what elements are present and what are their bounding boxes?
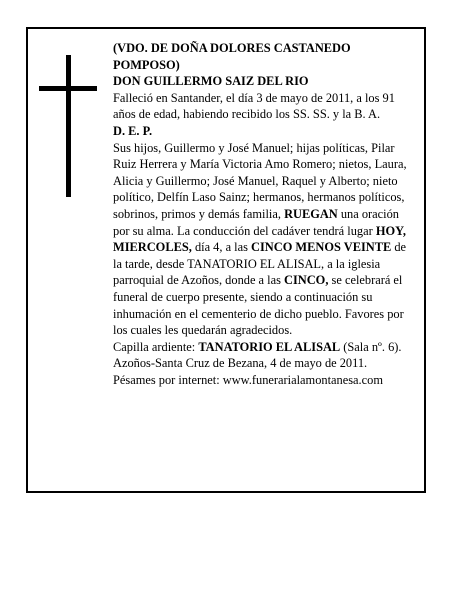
capilla-place: TANATORIO EL ALISAL [198,339,341,354]
obituary-text [113,40,415,388]
capilla-sala: (Sala nº. 6). [340,339,402,354]
deceased-name: DON GUILLERMO SAIZ DEL RIO [113,74,309,89]
prayer-text: una oración por su alma. La conducción del cadáver tendrá lugar [113,206,400,238]
family-paragraph [113,140,415,339]
cross-horizontal-bar [39,86,97,91]
capilla-label: Capilla ardiente: [113,339,199,354]
cinco-text: CINCO, [284,273,329,288]
funeral-text: se celebrará el funeral de cuerpo presente, siendo a continuación su inhumación en el cementerio de dicho pueblo. Favores por los cuales les quedarán agradecidos. [113,273,404,338]
widower-line: (VDO. DE DOÑA DOLORES CASTANEDO POMPOSO) [113,41,351,72]
ruegan-text: RUEGAN [284,206,338,221]
rip-line: D. E. P. [113,123,153,138]
day-text: día 4, a las [191,240,252,255]
cross-vertical-bar [66,55,71,197]
capilla-paragraph [113,339,415,356]
hora-text: CINCO MENOS VEINTE [251,240,392,255]
death-paragraph: Falleció en Santander, el día 3 de mayo de 2011, a los 91 años de edad, habiendo recibido los SS. SS. y la B. A. [113,90,395,122]
date-line: Azoños-Santa Cruz de Bezana, 4 de mayo de 2011. [113,356,368,371]
hoy-text: HOY, MIERCOLES, [113,223,407,255]
condolences-line: Pésames por internet: www.funerarialamontanesa.com [113,372,383,387]
family-text: Sus hijos, Guillermo y José Manuel; hijas políticas, Pilar Ruiz Herrera y María Victoria Amo Romero; nietos, Laura, Alicia y Guillermo; José Manuel, Raquel y Alberto; nieto político, Delfín Laso Sainz; hermanos, hermanos políticos, sobrinos, primos y demás familia, [113,140,407,221]
tarde-text: de la tarde, desde TANATORIO EL ALISAL, a la iglesia parroquial de Azoños, donde a las [113,240,407,288]
